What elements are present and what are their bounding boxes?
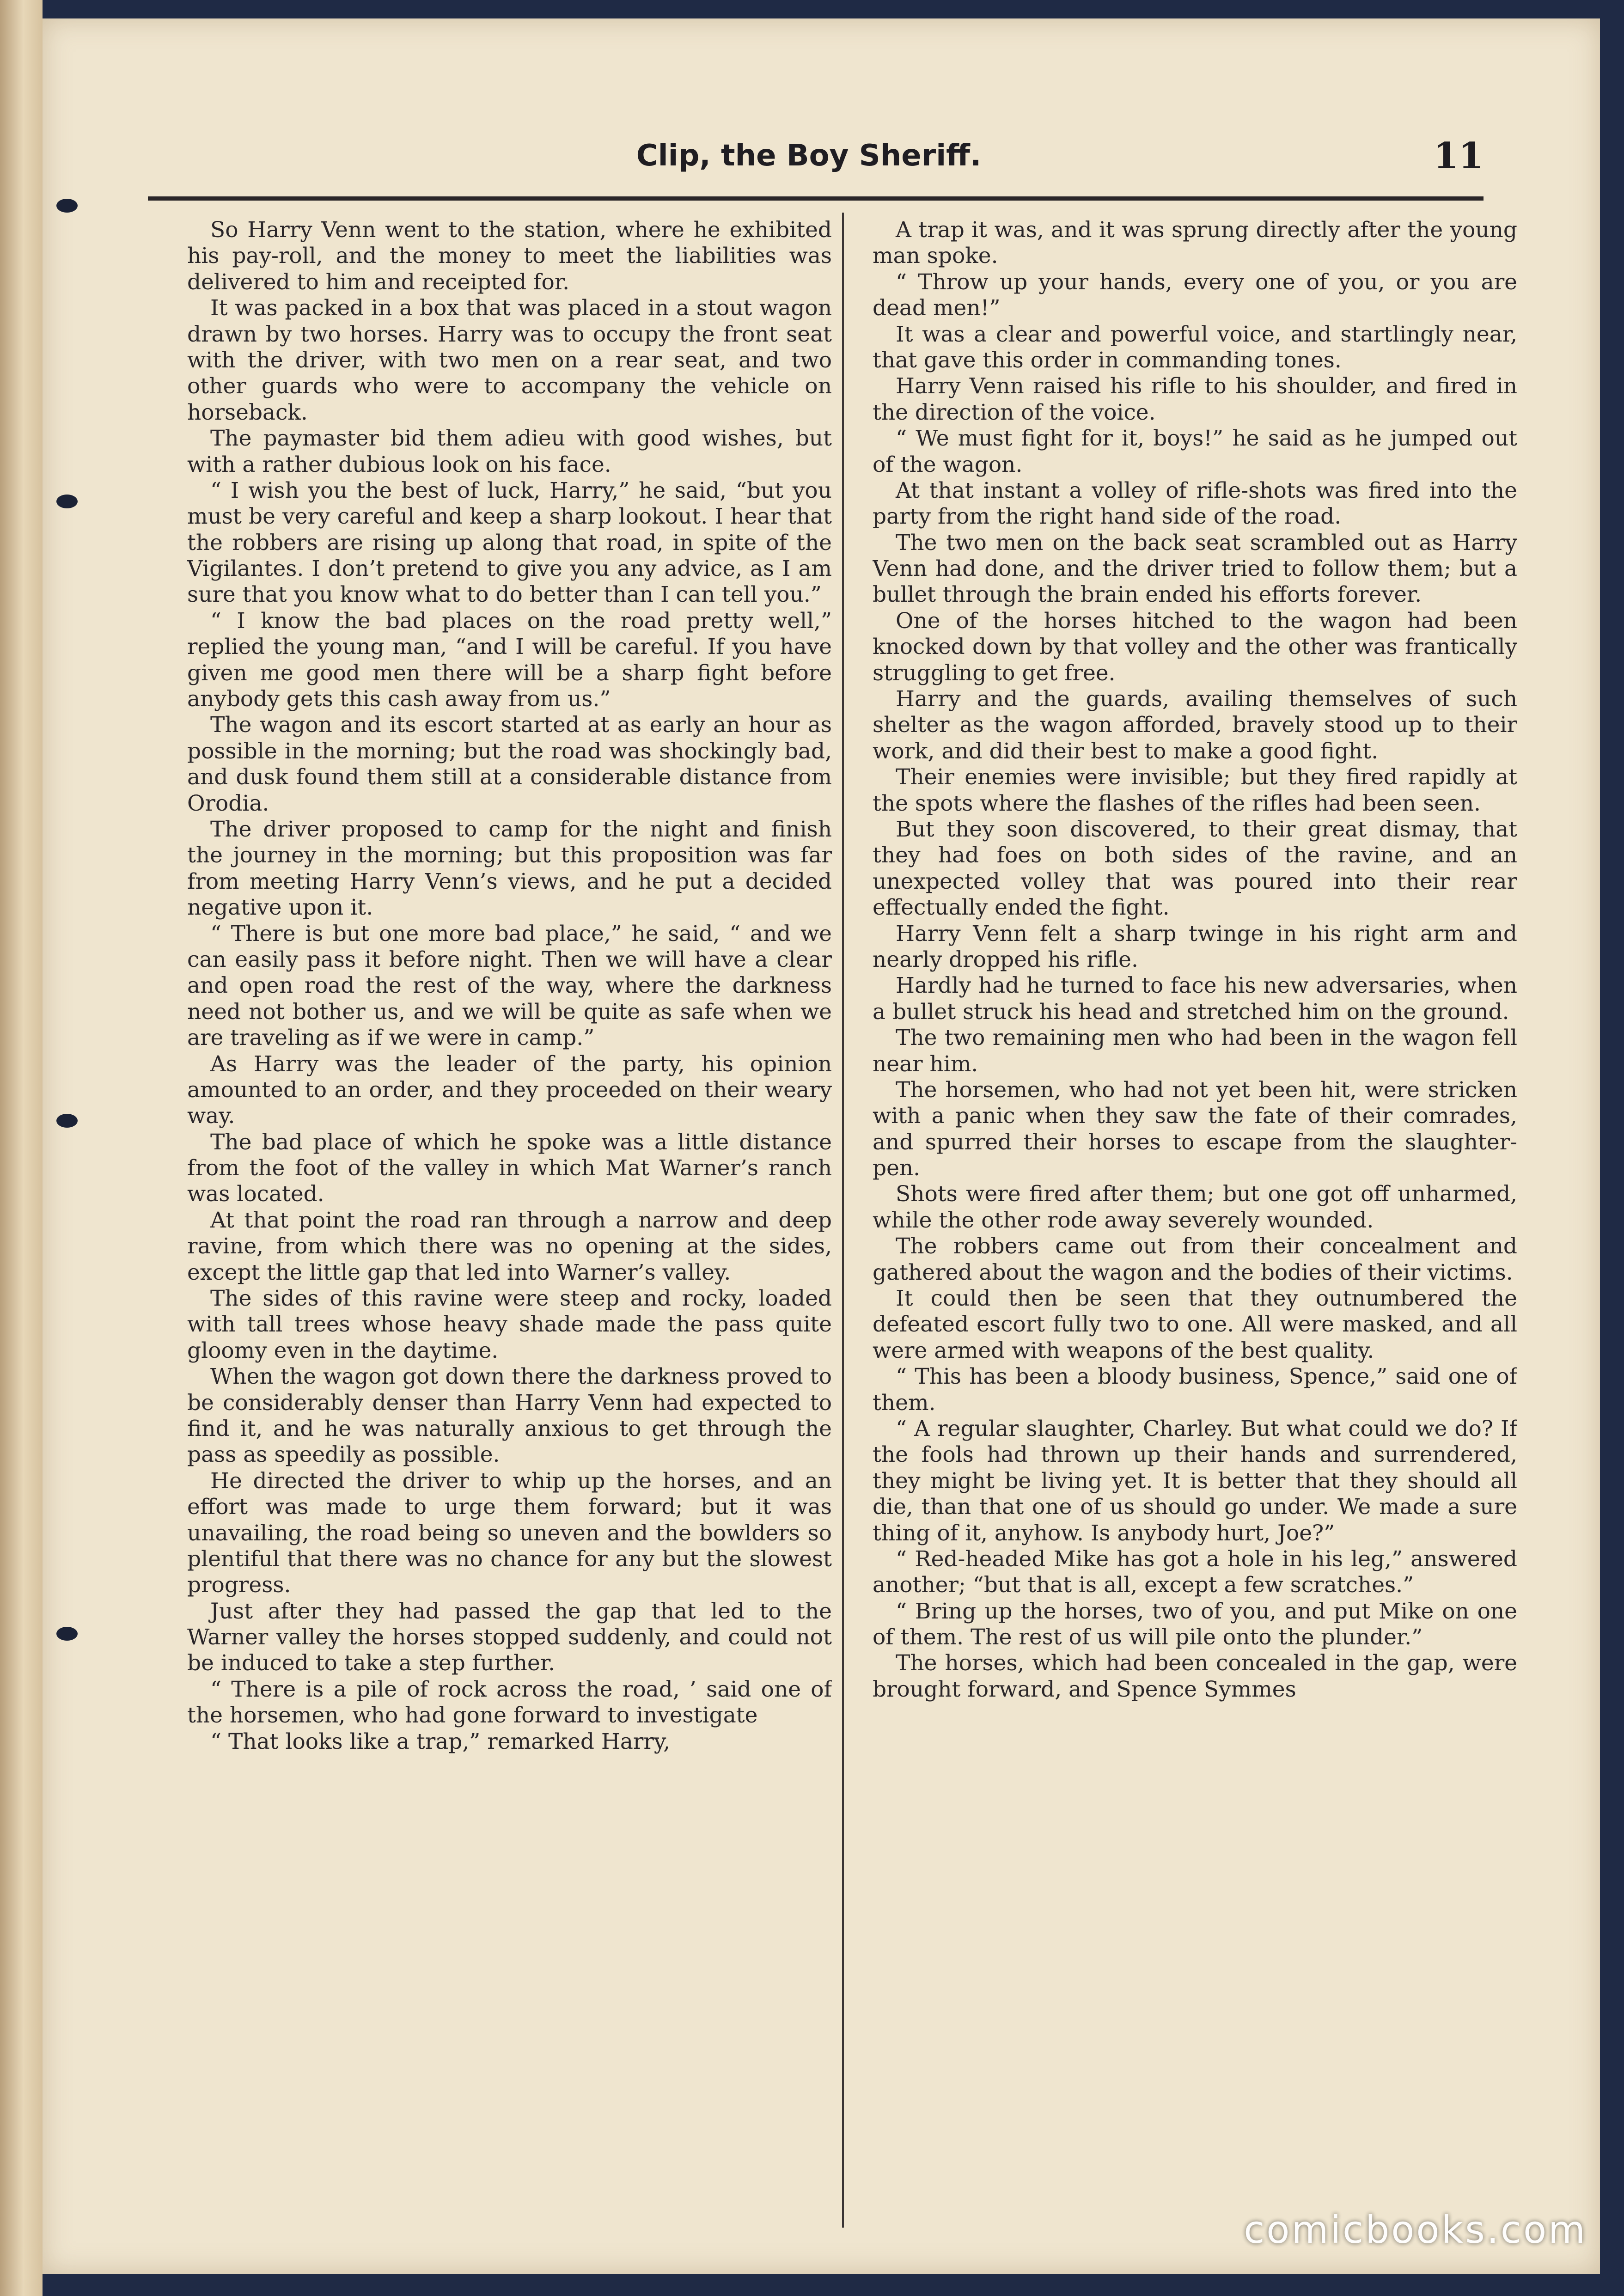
paragraph: Just after they had passed the gap that led to the Warner valley the horses stopped suddenly, and could not be induced to take a step further. [187,1598,832,1676]
paragraph: “ A regular slaughter, Charley. But what could we do? If the fools had thrown up their hands and surrendered, they might be living yet. It is better that they should all die, than that one of us should go under. We made a sure thing of it, anyhow. Is anybody hurt, Joe?” [873,1416,1517,1546]
left-text-column [187,217,832,2214]
binding-hole [56,199,78,213]
paragraph: A trap it was, and it was sprung directly after the young man spoke. [873,217,1517,269]
paragraph: When the wagon got down there the darkness proved to be considerably denser than Harry Venn had expected to find it, and he was naturally anxious to get through the pass as speedily as possible. [187,1364,832,1468]
paragraph: So Harry Venn went to the station, where he exhibited his pay-roll, and the money to meet the liabilities was delivered to him and receipted for. [187,217,832,295]
paragraph: Harry Venn felt a sharp twinge in his right arm and nearly dropped his rifle. [873,921,1517,972]
paragraph: “ This has been a bloody business, Spence,” said one of them. [873,1364,1517,1416]
header-rule [148,196,1484,201]
site-watermark: comicbooks.com [1244,2208,1587,2252]
page-number: 11 [1433,135,1484,177]
binding-hole [56,1114,78,1128]
paragraph: The robbers came out from their concealment and gathered about the wagon and the bodies of their victims. [873,1233,1517,1285]
paragraph: “ That looks like a trap,” remarked Harry, [210,1728,671,1754]
paragraph: But they soon discovered, to their great dismay, that they had foes on both sides of the ravine, and an unexpected volley that was poured into their rear effectually ended the fight. [873,816,1517,921]
paragraph: At that point the road ran through a narrow and deep ravine, from which there was no opening at the sides, except the little gap that led into Warner’s valley. [187,1207,832,1285]
paragraph: Hardly had he turned to face his new adversaries, when a bullet struck his head and stretched him on the ground. [873,973,1517,1025]
paragraph: Their enemies were invisible; but they fired rapidly at the spots where the flashes of the rifles had been seen. [873,764,1517,816]
paragraph: The wagon and its escort started at as early an hour as possible in the morning; but the road was shockingly bad, and dusk found them still at a considerable distance from Orodia. [187,712,832,816]
paragraph: “ Throw up your hands, every one of you, or you are dead men!” [873,269,1517,321]
paragraph: The two remaining men who had been in the wagon fell near him. [873,1025,1517,1077]
paragraph: The paymaster bid them adieu with good wishes, but with a rather dubious look on his face. [187,426,832,477]
paragraph: The sides of this ravine were steep and rocky, loaded with tall trees whose heavy shade made the pass quite gloomy even in the daytime. [187,1286,832,1363]
paragraph: At that instant a volley of rifle-shots was fired into the party from the right hand side of the road. [873,477,1517,530]
paragraph: The bad place of which he spoke was a little distance from the foot of the valley in which Mat Warner’s ranch was located. [187,1129,832,1207]
paragraph: It was packed in a box that was placed in a stout wagon drawn by two horses. Harry was to occupy the front seat with the driver, with two men on a rear seat, and two other guards who were to accompany the vehicle on horseback. [187,295,832,425]
paragraph: Shots were fired after them; but one got off unharmed, while the other rode away severely wounded. [873,1181,1517,1233]
paragraph: Harry and the guards, availing themselves of such shelter as the wagon afforded, bravely stood up to their work, and did their best to make a good fight. [873,686,1517,764]
running-header [148,125,1484,194]
paragraph: “ I know the bad places on the road pretty well,” replied the young man, “and I will be careful. If you have given me good men there will be a sharp fight before anybody gets this cash away from us.” [187,608,832,712]
binding-hole [56,495,78,508]
paragraph: The horsemen, who had not yet been hit, were stricken with a panic when they saw the fate of their comrades, and spurred their horses to escape from the slaughter-pen. [873,1077,1517,1181]
paragraph: “ Bring up the horses, two of you, and put Mike on one of them. The rest of us will pile onto the plunder.” [873,1598,1517,1650]
column-divider [842,213,844,2228]
paragraph: “ Red-headed Mike has got a hole in his leg,” answered another; “but that is all, except a few scratches.” [873,1546,1517,1598]
binding-hole [56,1627,78,1641]
paragraph: One of the horses hitched to the wagon had been knocked down by that volley and the other was frantically struggling to get free. [873,608,1517,686]
page-binding-edge [0,0,43,2296]
paragraph: The two men on the back seat scrambled out as Harry Venn had done, and the driver tried to follow them; but a bullet through the brain ended his efforts forever. [873,530,1517,608]
paragraph: The horses, which had been concealed in the gap, were brought forward, and Spence Symmes [873,1650,1517,1702]
paragraph: “ I wish you the best of luck, Harry,” he said, “but you must be very careful and keep a sharp lookout. I hear that the robbers are rising up along that road, in spite of the Vigilantes. I don’t pretend to give you any advice, as I am sure that you know what to do better than I can tell you.” [187,477,832,608]
paragraph: The driver proposed to camp for the night and finish the journey in the morning; but this proposition was far from meeting Harry Venn’s views, and he put a decided negative upon it. [187,816,832,921]
running-title: Clip, the Boy Sheriff. [636,139,982,173]
paragraph: Harry Venn raised his rifle to his shoulder, and fired in the direction of the voice. [873,373,1517,425]
paragraph: “ There is but one more bad place,” he said, “ and we can easily pass it before night. Then we will have a clear and open road the rest of the way, where the darkness need not bother us, and we will be quite as safe when we are traveling as if we were in camp.” [187,921,832,1051]
paragraph: He directed the driver to whip up the horses, and an effort was made to urge them forward; but it was unavailing, the road being so uneven and the bowlders so plentiful that there was no chance for any but the slowest progress. [187,1468,832,1598]
paragraph: It was a clear and powerful voice, and startlingly near, that gave this order in commanding tones. [873,321,1517,373]
right-text-column [873,217,1517,2214]
paragraph: “ We must fight for it, boys!” he said as he jumped out of the wagon. [873,426,1517,477]
paragraph: As Harry was the leader of the party, his opinion amounted to an order, and they proceeded on their weary way. [187,1051,832,1129]
paragraph: It could then be seen that they outnumbered the defeated escort fully two to one. All were masked, and all were armed with weapons of the best quality. [873,1286,1517,1363]
paragraph: “ There is a pile of rock across the road, ’ said one of the horsemen, who had gone forward to investigate [187,1676,832,1728]
